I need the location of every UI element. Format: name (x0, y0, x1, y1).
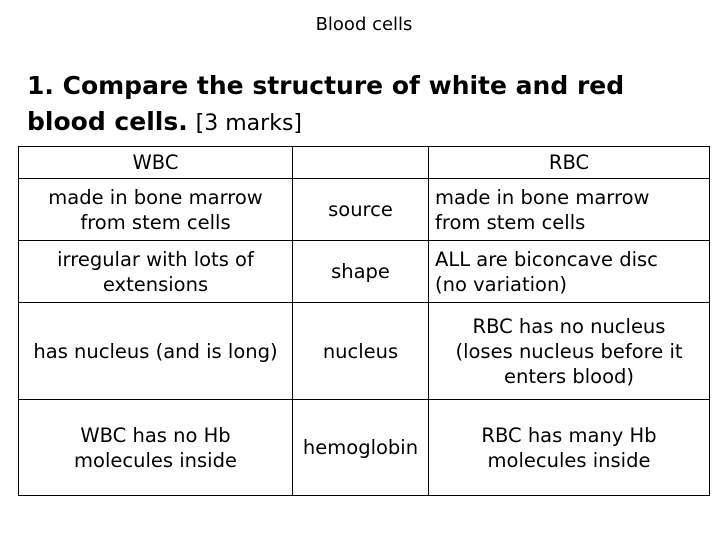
nucleus-wbc-cell: has nucleus (and is long) (19, 303, 293, 400)
hemoglobin-wbc-line-2: molecules inside (74, 448, 237, 472)
header-feature (293, 147, 429, 179)
shape-rbc-line-1: ALL are biconcave disc (435, 247, 658, 271)
comparison-table (18, 146, 710, 496)
slide-title: Blood cells (315, 14, 413, 35)
shape-feature-cell: shape (293, 241, 429, 303)
source-wbc-line-2: from stem cells (80, 210, 231, 234)
hemoglobin-rbc-line-1: RBC has many Hb (481, 423, 657, 447)
table-row-nucleus (19, 303, 710, 400)
nucleus-rbc-line-3: enters blood) (503, 364, 635, 388)
hemoglobin-wbc-cell (19, 400, 293, 496)
table-row-source (19, 179, 710, 241)
question-line-2: blood cells. (27, 107, 188, 136)
shape-wbc-line-1: irregular with lots of (57, 247, 254, 271)
table-row-hemoglobin (19, 400, 710, 496)
source-wbc-line-1: made in bone marrow (48, 185, 263, 209)
question-marks: [3 marks] (195, 111, 302, 136)
header-wbc: WBC (19, 147, 293, 179)
hemoglobin-feature-cell: hemoglobin (293, 400, 429, 496)
shape-rbc-cell (429, 241, 710, 303)
nucleus-rbc-cell (429, 303, 710, 400)
hemoglobin-rbc-line-2: molecules inside (487, 448, 651, 472)
hemoglobin-wbc-line-1: WBC has no Hb (80, 423, 231, 447)
table-row-shape (19, 241, 710, 303)
source-rbc-line-1: made in bone marrow (435, 185, 650, 209)
shape-wbc-line-2: extensions (102, 272, 209, 296)
source-wbc-cell (19, 179, 293, 241)
source-rbc-line-2: from stem cells (435, 210, 586, 234)
source-rbc-cell (429, 179, 710, 241)
shape-rbc-line-2: (no variation) (435, 272, 567, 296)
question-text (27, 68, 717, 142)
shape-wbc-cell (19, 241, 293, 303)
source-feature-cell: source (293, 179, 429, 241)
header-row (19, 147, 710, 179)
nucleus-rbc-line-1: RBC has no nucleus (472, 314, 666, 338)
nucleus-feature-cell: nucleus (293, 303, 429, 400)
hemoglobin-rbc-cell (429, 400, 710, 496)
header-rbc: RBC (429, 147, 710, 179)
question-line-1: 1. Compare the structure of white and red (27, 71, 625, 100)
nucleus-rbc-line-2: (loses nucleus before it (455, 339, 683, 363)
